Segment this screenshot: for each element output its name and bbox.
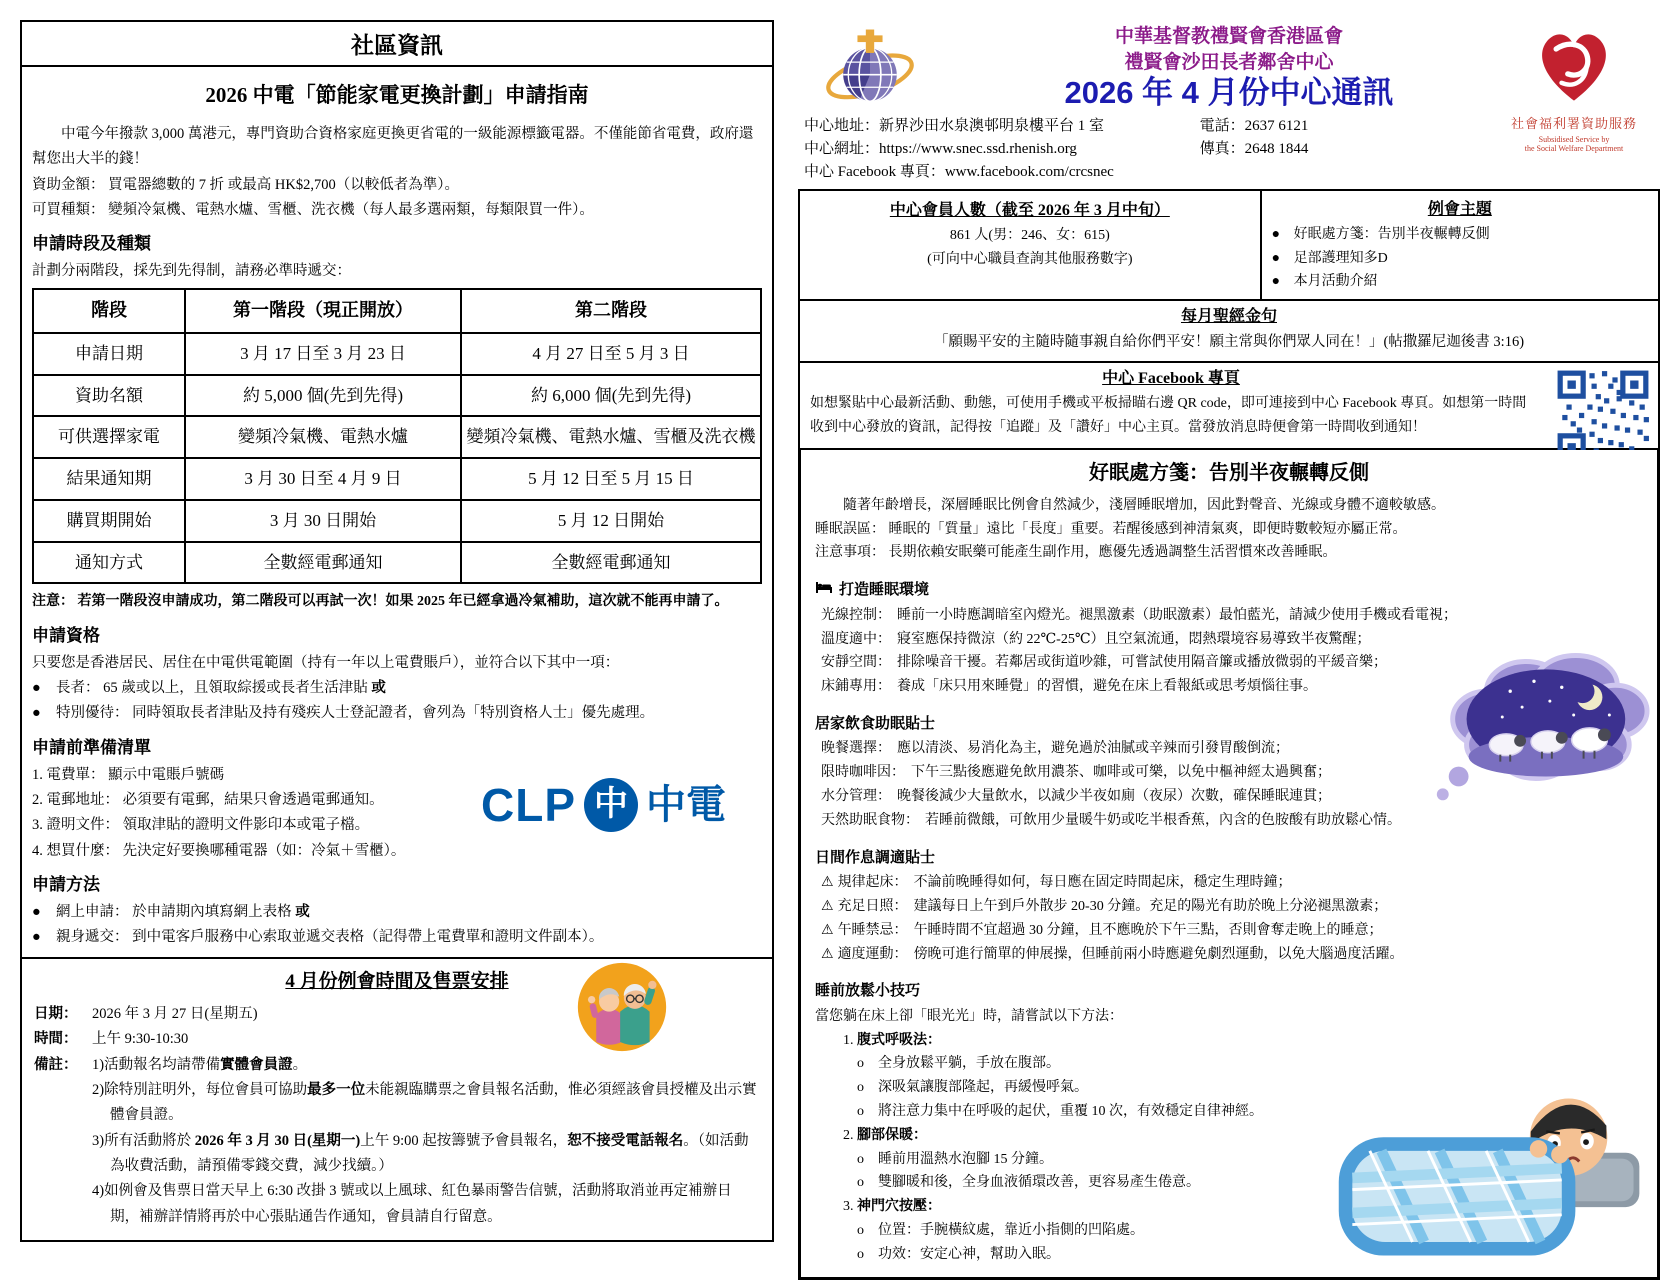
table-row <box>33 416 761 458</box>
caution-text: 長期依賴安眠藥可能產生副作用，應優先透過調整生活習慣來改善睡眠。 <box>888 545 1337 561</box>
elderly-couple-illustration <box>576 961 668 1062</box>
april-meeting-section <box>20 959 774 1243</box>
sub-bullet-icon: o <box>857 1080 864 1096</box>
tip-label: 晚餐選擇： <box>821 741 891 757</box>
phase-table <box>32 288 762 584</box>
eligibility-item <box>56 701 654 726</box>
topics-title: 例會主題 <box>1427 200 1492 218</box>
swd-caption-en <box>1494 135 1654 154</box>
step-text: 將注意力集中在呼吸的起伏，重覆 10 次，有效穩定自律神經。 <box>878 1104 1263 1119</box>
step-text: 雙腳暖和後，全身血液循環改善，更容易產生倦意。 <box>878 1175 1200 1191</box>
note-bold: 最多一位 <box>307 1081 366 1098</box>
clp-logo-text-latin: CLP <box>481 778 576 831</box>
verse-text: 「願賜平安的主隨時隨事親自給你們平安！願主常與你們眾人同在！」(帖撒羅尼迦後書 3:16) <box>933 334 1525 351</box>
tip-text: 下午三點後應避免飲用濃茶、咖啡或可樂，以免中樞神經太過興奮； <box>911 765 1331 781</box>
newsletter-title: 2026 年 4 月份中心通訊 <box>1064 75 1394 111</box>
sub-bullet-icon: o <box>857 1222 864 1238</box>
note-text: 2)除特別註明外，每位會員可協助 <box>92 1081 308 1098</box>
facebook-box-title: 中心 Facebook 專頁 <box>1102 370 1240 388</box>
caution-label: 注意事項： <box>815 545 885 561</box>
eligibility-intro: 只要您是香港居民、居住在中電供電範圍（持有一年以上電費賬戶），並符合以下其中一項： <box>32 654 620 671</box>
note-text: 。（如活動為收費活動，請預備零錢交費，減少找續。） <box>110 1132 749 1174</box>
cell-phase1: 3 月 30 日開始 <box>185 500 461 542</box>
cell-phase1: 約 5,000 個(先到先得) <box>185 375 461 417</box>
tip-label: 規律起床： <box>837 875 908 891</box>
bed-icon <box>815 578 833 604</box>
col-header-phase2: 第二階段 <box>461 289 761 333</box>
notice-line: 注意： 若第一階段沒申請成功，第二階段可以再試一次！如果 2025 年已經拿過冷氣補助，這次就不能再申請了。 <box>32 594 729 610</box>
cell-phase1: 全數經電郵通知 <box>185 542 461 584</box>
website-url: https://www.snec.ssd.rhenish.org <box>879 141 1077 158</box>
step-text: 睡前用溫熱水泡腳 15 分鐘。 <box>878 1151 1053 1167</box>
address-value: 新界沙田水泉澳邨明泉樓平台 1 室 <box>879 117 1105 134</box>
facebook-label: 中心 Facebook 專頁： <box>804 164 945 181</box>
tip-label: 限時咖啡因： <box>821 765 905 781</box>
tip-text: 傍晚可進行簡單的伸展操，但睡前兩小時應避免劇烈運動，以免大腦過度活躍。 <box>913 946 1404 962</box>
technique-name: 神門穴按壓： <box>857 1199 941 1215</box>
step-text: 全身放鬆平躺，手放在腹部。 <box>878 1056 1060 1072</box>
time-value: 上午 9:30-10:30 <box>92 1031 189 1048</box>
cell-phase1: 變頻冷氣機、電熱水爐 <box>185 416 461 458</box>
item-bold: 或 <box>371 680 386 696</box>
sleep-caution-line <box>815 541 1643 565</box>
church-globe-logo <box>824 26 916 119</box>
warning-icon: ⚠ <box>821 945 834 962</box>
newsletter-header <box>798 16 1660 185</box>
bullet-icon: ● <box>1271 226 1281 242</box>
cell-phase2: 變頻冷氣機、電熱水爐、雪櫃及洗衣機 <box>461 416 761 458</box>
counting-sheep-illustration <box>1415 618 1653 827</box>
relax-heading: 睡前放鬆小技巧 <box>815 983 921 1000</box>
sleep-article-box <box>798 450 1660 1280</box>
fax-label: 傳真： <box>1199 141 1245 158</box>
step-text: 深吸氣讓腹部隆起，再緩慢呼氣。 <box>878 1080 1088 1096</box>
table-row <box>33 542 761 584</box>
tip-label: 午睡禁忌： <box>837 922 908 938</box>
row-label: 通知方式 <box>33 542 185 584</box>
item-text: 網上申請： 於申請期內填寫網上表格 <box>56 903 296 920</box>
table-header-row <box>33 289 761 333</box>
table-row <box>33 375 761 417</box>
table-row <box>33 500 761 542</box>
facebook-box <box>798 363 1660 450</box>
tip-label: 適度運動： <box>837 946 908 962</box>
environment-heading <box>815 578 1643 604</box>
note-item <box>92 1179 760 1230</box>
tip-text: 晚餐後減少大量飲水，以減少半夜如廁（夜尿）次數，確保睡眠連貫； <box>897 789 1331 805</box>
meeting-title: 4 月份例會時間及售票安排 <box>285 970 509 992</box>
swd-caption-en-line2: the Social Welfare Department <box>1524 144 1624 154</box>
tip-label: 水分管理： <box>821 789 891 805</box>
note-text: 1)活動報名均請帶備 <box>92 1056 221 1073</box>
warning-icon: ⚠ <box>821 921 834 938</box>
sleep-article-title: 好眠處方箋：告別半夜輾轉反側 <box>1089 461 1369 484</box>
left-page-community-info <box>20 20 774 1242</box>
meeting-topics <box>1260 191 1658 300</box>
clp-logo-badge: 中 <box>584 778 638 832</box>
tip-label: 天然助眠食物： <box>821 812 919 828</box>
row-label: 資助名額 <box>33 375 185 417</box>
address-label: 中心地址： <box>804 117 880 134</box>
facebook-url: www.facebook.com/crcsnec <box>944 164 1114 181</box>
tip-label: 充足日照： <box>837 898 908 914</box>
tip-text: 若睡前微餓，可飲用少量暖牛奶或吃半根香蕉，內含的色胺酸有助放鬆心情。 <box>925 812 1401 828</box>
col-header-phase1: 第一階段（現正開放） <box>185 289 461 333</box>
environment-heading-text: 打造睡眠環境 <box>839 582 930 599</box>
sub-bullet-icon: o <box>857 1056 864 1072</box>
list-item <box>1272 270 1648 294</box>
table-row <box>33 458 761 500</box>
cell-phase2: 5 月 12 日至 5 月 15 日 <box>461 458 761 500</box>
myth-label: 睡眠誤區： <box>815 521 885 537</box>
tip-item <box>815 871 1643 895</box>
subsidy-amount-value: 買電器總數的 7 折 或最高 HK$2,700（以較低者為準）。 <box>108 176 459 193</box>
note-bold: 2026 年 3 月 30 日(星期一) <box>194 1132 361 1149</box>
tip-text: 寢室應保持微涼（約 22℃-25℃）且空氣流通，悶熱環境容易導致半夜驚醒； <box>897 631 1371 647</box>
membership-topics-box <box>798 189 1660 302</box>
tip-item <box>815 919 1643 943</box>
note-bold: 恕不接受電話報名 <box>567 1132 684 1149</box>
topic-text: 本月活動介紹 <box>1293 274 1378 290</box>
tip-text: 睡前一小時應調暗室內燈光。褪黑激素（助眠激素）最怕藍光，請減少使用手機或看電視； <box>897 607 1457 623</box>
tip-text: 養成「床只用來睡覺」的習慣，避免在床上看報紙或思考煩惱往事。 <box>897 679 1317 695</box>
sleep-intro: 隨著年齡增長，深層睡眠比例會自然減少，淺層睡眠增加，因此對聲音、光線或身體不適較敏感。 <box>843 497 1445 513</box>
tip-label: 床鋪專用： <box>821 679 891 695</box>
cell-phase1: 3 月 17 日至 3 月 23 日 <box>185 333 461 375</box>
tip-text: 應以清淡、易消化為主，避免過於油膩或辛辣而引發胃酸倒流； <box>897 741 1289 757</box>
phone-value: 2637 6121 <box>1244 117 1309 134</box>
bullet-icon: ● <box>32 929 41 946</box>
membership-count: 861 人(男：246、女：615) <box>949 227 1110 243</box>
tip-label: 安靜空間： <box>821 655 891 671</box>
step-text: 位置：手腕橫紋處，靠近小指側的凹陷處。 <box>878 1222 1144 1238</box>
prep-heading: 申請前準備清單 <box>32 737 151 757</box>
tip-text: 不論前晚睡得如何，每日應在固定時間起床，穩定生理時鐘； <box>913 875 1292 891</box>
membership-title: 中心會員人數（截至 2026 年 3 月中旬） <box>889 201 1170 219</box>
insomnia-man-illustration <box>1331 1059 1651 1273</box>
technique <box>843 1029 1643 1053</box>
phase-note: 計劃分兩階段，採先到先得制，請務必準時遞交： <box>32 263 351 279</box>
cell-phase2: 4 月 27 日至 5 月 3 日 <box>461 333 761 375</box>
bullet-icon: ● <box>1271 250 1281 266</box>
list-item <box>32 925 762 950</box>
subsidy-amount-line <box>32 173 762 198</box>
warning-icon: ⚠ <box>821 897 834 914</box>
membership-stats <box>800 191 1260 300</box>
phone-line <box>1200 115 1425 138</box>
row-label: 購買期開始 <box>33 500 185 542</box>
scheme-guide-title: 2026 中電「節能家電更換計劃」申請指南 <box>205 83 589 107</box>
tip-item <box>815 895 1643 919</box>
fax-value: 2648 1844 <box>1244 141 1309 158</box>
daytime-section <box>815 846 1643 967</box>
contact-row <box>804 138 1425 161</box>
item-bold: 或 <box>295 903 310 920</box>
col-header-stage: 階段 <box>33 289 185 333</box>
tip-text: 建議每日上午到戶外散步 20-30 分鐘。充足的陽光有助於晚上分泌褪黑激素； <box>913 898 1388 914</box>
time-label: 時間： <box>34 1031 78 1048</box>
row-label: 結果通知期 <box>33 458 185 500</box>
cell-phase2: 約 6,000 個(先到先得) <box>461 375 761 417</box>
header-center <box>968 24 1490 111</box>
myth-text: 睡眠的「質量」遠比「長度」重要。若醒後感到神清氣爽，即便時數較短亦屬正常。 <box>888 521 1407 537</box>
contact-row <box>804 161 1425 184</box>
tip-text: 午睡時間不宜超過 30 分鐘，且不應晚於下午三點，否則會奪走晚上的睡意； <box>913 922 1383 938</box>
table-row <box>33 333 761 375</box>
tip-text: 排除噪音干擾。若鄰居或街道吵雜，可嘗試使用隔音簾或播放微弱的平緩音樂； <box>897 655 1387 671</box>
topic-text: 好眠處方箋：告別半夜輾轉反側 <box>1293 226 1490 242</box>
note-text: 未能親臨購票之會員報名活動，惟必須經該會員授權及出示實體會員證。 <box>110 1081 757 1124</box>
topic-text: 足部護理知多D <box>1293 250 1388 266</box>
swd-heart-logo <box>1494 24 1654 154</box>
clp-scheme-section <box>20 67 774 959</box>
list-item <box>1272 223 1648 247</box>
facebook-line <box>804 161 1425 184</box>
list-item <box>32 676 762 701</box>
sub-bullet-icon: o <box>857 1104 864 1119</box>
appliance-types-line <box>32 198 762 223</box>
relax-intro: 當您躺在床上卻「眼光光」時，請嘗試以下方法： <box>815 1008 1123 1024</box>
prep-item: 1. 電費單： 顯示中電賬戶號碼 <box>32 766 225 783</box>
note-item <box>92 1129 760 1180</box>
clp-logo <box>481 765 726 846</box>
fax-line <box>1200 138 1425 161</box>
technique-name: 腹式呼吸法： <box>857 1032 941 1048</box>
tip-label: 光線控制： <box>821 607 891 623</box>
website-label: 中心網址： <box>804 141 880 158</box>
method-item <box>56 925 603 950</box>
sub-bullet-icon: o <box>857 1175 864 1191</box>
website-line <box>804 138 1200 161</box>
note-bold: 實體會員證 <box>220 1056 293 1073</box>
subsidy-amount-label: 資助金額： <box>32 176 105 193</box>
technique-number: 3. <box>843 1199 854 1215</box>
technique-number: 1. <box>843 1032 854 1048</box>
page-title: 社區資訊 <box>20 20 774 67</box>
item-text: 長者： 65 歲或以上，且領取綜援或長者生活津貼 <box>56 680 372 696</box>
methods-heading: 申請方法 <box>32 875 100 894</box>
note-text: 上午 9:00 起按籌號予會員報名， <box>360 1132 568 1149</box>
appliance-types-value: 變頻冷氣機、電熱水爐、雪櫃、洗衣機（每人最多選兩類，每類限買一件）。 <box>108 201 594 218</box>
step-text: 功效：安定心神，幫助入眠。 <box>878 1246 1060 1262</box>
prep-item: 4. 想買什麼： 先決定好要換哪種電器（如：冷氣＋雪櫃）。 <box>32 842 406 859</box>
contact-block <box>804 115 1425 185</box>
bullet-icon: ● <box>32 705 41 722</box>
note-text: 3)所有活動將於 <box>92 1132 195 1149</box>
eligibility-heading: 申請資格 <box>32 625 100 645</box>
note-item <box>92 1078 760 1129</box>
swd-caption-cjk: 社會福利署資助服務 <box>1510 115 1637 131</box>
technique-number: 2. <box>843 1127 854 1143</box>
org-name-line2: 禮賢會沙田長者鄰舍中心 <box>1124 51 1334 73</box>
cell-phase2: 全數經電郵通知 <box>461 542 761 584</box>
list-item <box>32 701 762 726</box>
scheme-intro: 中電今年撥款 3,000 萬港元，專門資助合資格家庭更換更省電的一級能源標籤電器。不僅能節省電費，政府還幫您出大半的錢！ <box>32 125 754 168</box>
warning-icon: ⚠ <box>821 874 834 891</box>
note-text: 。 <box>292 1056 308 1073</box>
monthly-verse-box <box>798 301 1660 363</box>
method-item <box>56 900 310 925</box>
swd-caption-en-line1: Subsidised Service by <box>1538 134 1610 144</box>
list-item <box>1272 247 1648 271</box>
notes-list <box>92 1053 760 1231</box>
note-text: 4)如例會及售票日當天早上 6:30 改掛 3 號或以上風球、紅色暴雨警告信號，活動將取消並再定補辦日期，補辦詳情將再於中心張貼通告作通知，會員請自行留意。 <box>92 1183 732 1225</box>
bullet-icon: ● <box>32 903 41 920</box>
prep-item: 2. 電郵地址： 必須要有電郵，結果只會透過電郵通知。 <box>32 791 384 808</box>
date-value: 2026 年 3 月 27 日(星期五) <box>92 1005 258 1022</box>
right-page-newsletter <box>798 16 1660 1280</box>
diet-heading: 居家飲食助眠貼士 <box>815 715 936 732</box>
verse-title: 每月聖經金句 <box>1180 308 1277 326</box>
clp-logo-text-cjk: 中電 <box>646 782 726 827</box>
item-text: 特別優待： 同時領取長者津貼及持有殘疾人士登記證者，會列為「特別資格人士」優先處理。 <box>56 705 655 722</box>
bullet-icon: ● <box>32 680 41 696</box>
row-label: 申請日期 <box>33 333 185 375</box>
daytime-heading: 日間作息調適貼士 <box>815 849 936 866</box>
sub-bullet-icon: o <box>857 1151 864 1167</box>
cell-phase1: 3 月 30 日至 4 月 9 日 <box>185 458 461 500</box>
membership-note: (可向中心職員查詢其他服務數字) <box>927 251 1133 267</box>
bullet-icon: ● <box>1271 274 1281 290</box>
list-item <box>32 900 762 925</box>
technique-name: 腳部保暖： <box>857 1127 927 1143</box>
cell-phase2: 5 月 12 日開始 <box>461 500 761 542</box>
tip-label: 溫度適中： <box>821 631 891 647</box>
phone-label: 電話： <box>1199 117 1245 134</box>
appliance-types-label: 可買種類： <box>32 201 105 218</box>
item-text: 親身遞交： 到中電客戶服務中心索取並遞交表格（記得帶上電費單和證明文件副本）。 <box>56 929 604 946</box>
notes-label: 備註： <box>34 1056 78 1073</box>
facebook-box-body: 如想緊貼中心最新活動、動態，可使用手機或平板掃瞄右邊 QR code，即可連接到中心 Facebook 專頁。如想第一時間收到中心發放的資訊，記得按「追蹤」及「讚好」中心主頁。當發放消息時便會第一時間收到通知！ <box>810 396 1527 436</box>
sleep-myth-line <box>815 518 1643 542</box>
prep-list <box>32 763 762 865</box>
org-name-line1: 中華基督教禮賢會香港區會 <box>1114 26 1343 47</box>
eligibility-item <box>56 676 386 701</box>
date-label: 日期： <box>34 1005 78 1022</box>
phase-section-heading: 申請時段及種類 <box>32 234 151 254</box>
tip-item <box>815 943 1643 967</box>
sub-bullet-icon: o <box>857 1246 864 1262</box>
prep-item: 3. 證明文件： 領取津貼的證明文件影印本或電子檔。 <box>32 817 370 834</box>
row-label: 可供選擇家電 <box>33 416 185 458</box>
meeting-notes-row <box>34 1053 760 1231</box>
